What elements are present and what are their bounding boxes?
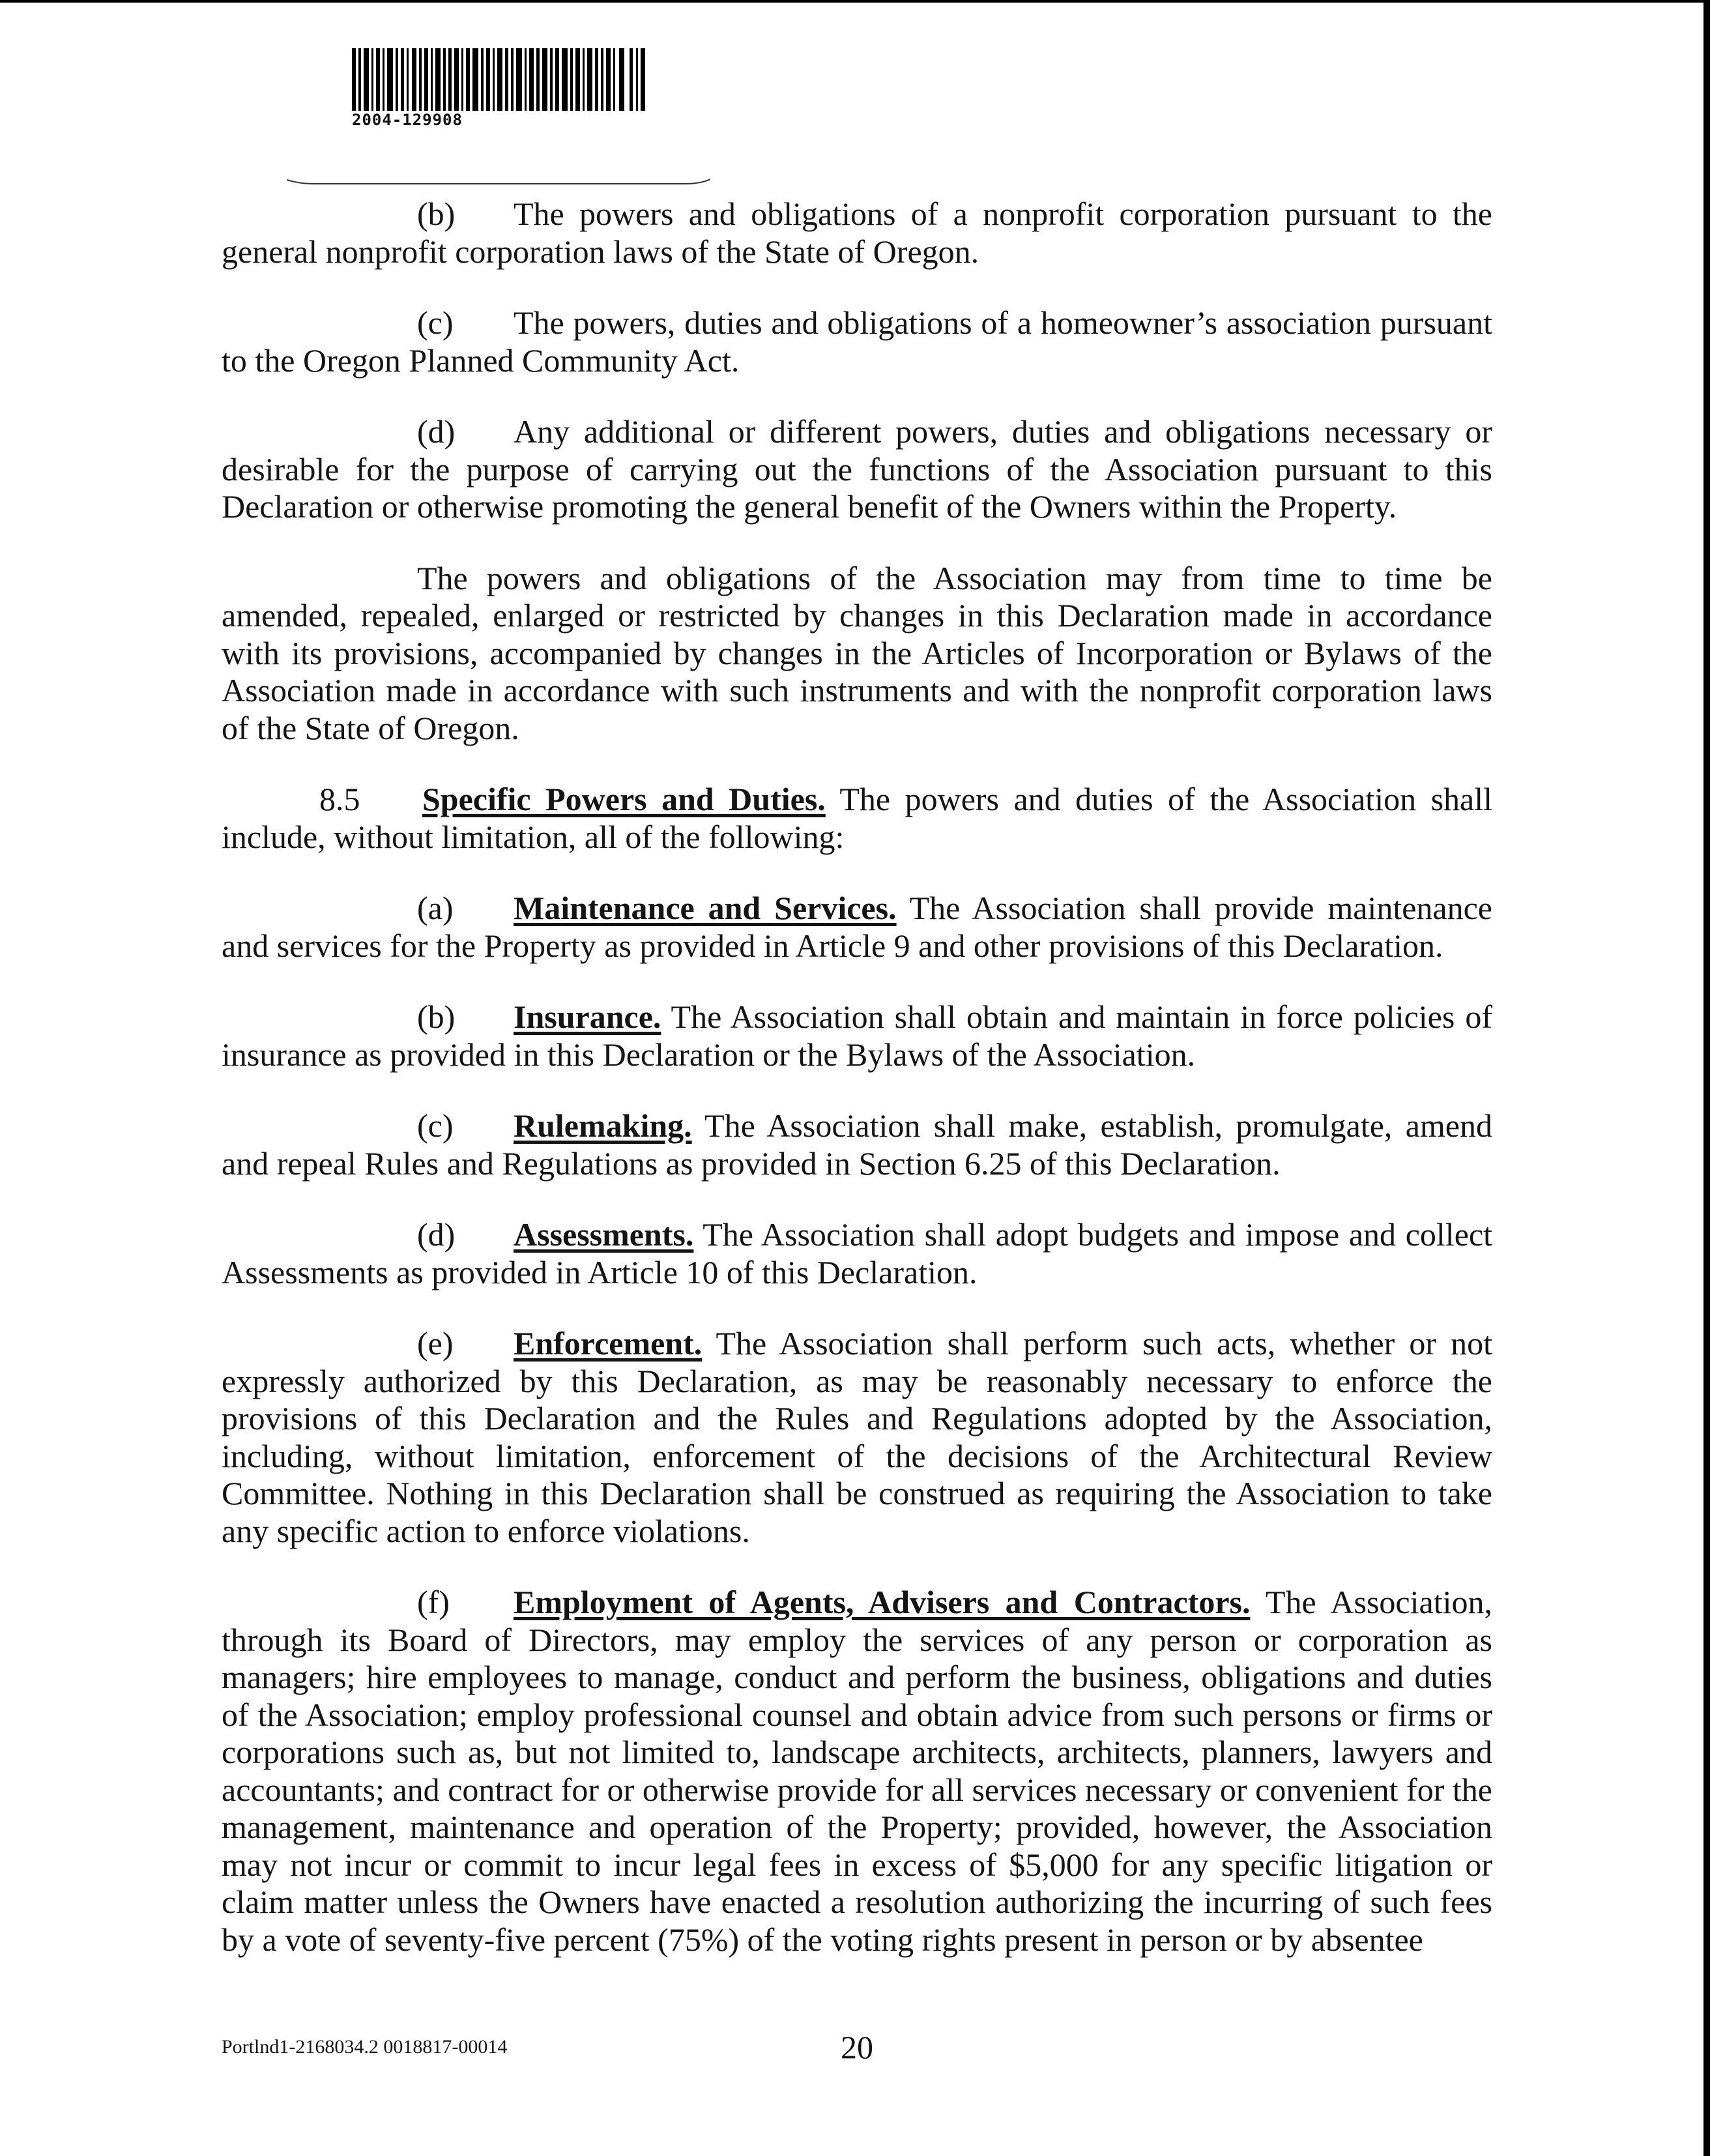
item-label: (b) [417, 998, 456, 1035]
paragraph-amendment [222, 560, 1492, 748]
paragraph-b-nonprofit [222, 196, 1492, 270]
paragraph-a-maintenance [222, 890, 1492, 965]
paragraph-d-assessments [222, 1216, 1492, 1291]
item-label: (f) [417, 1584, 450, 1620]
item-label: (d) [417, 1216, 456, 1253]
paragraph-text: The Association shall make, establish, promulgate, amend and repeal Rules and Regulations as provided in Section 6.25 of this Declaration. [222, 1107, 1492, 1182]
paragraph-text: Any additional or different powers, duties and obligations necessary or desirable for the purpose of carrying out the functions of the Association pursuant to this Declaration or otherwise promoting the general benefit of the Owners within the Property. [222, 413, 1492, 525]
paragraph-text: The powers and duties of the Association shall include, without limitation, all of the following: [222, 781, 1492, 855]
paragraph-text: The Association shall provide maintenance and services for the Property as provided in Article 9 and other provisions of this Declaration. [222, 890, 1492, 964]
paragraph-e-enforcement [222, 1325, 1492, 1550]
paragraph-c-homeowners [222, 304, 1492, 379]
item-heading: Employment of Agents, Advisers and Contractors. [514, 1584, 1251, 1620]
item-label: (a) [417, 890, 454, 926]
item-label: (c) [417, 1107, 454, 1144]
paragraph-text: The Association, through its Board of Directors, may employ the services of any person or corporation as managers; hire employees to manage, conduct and perform the business, obligations and duties of the Association; employ professional counsel and obtain advice from such persons or firms or corporations such as, but not limited to, landscape architects, architects, planners, lawyers and accountants; and contract for or otherwise provide for all services necessary or convenient for the management, maintenance and operation of the Property; provided, however, the Association may not incur or commit to incur legal fees in excess of $5,000 for any specific litigation or claim matter unless the Owners have enacted a resolution authorizing the incurring of such fees by a vote of seventy-five percent (75%) of the voting rights present in person or by absentee [222, 1584, 1492, 1958]
item-label: (b) [417, 196, 456, 232]
barcode-image [352, 48, 645, 111]
document-body [222, 196, 1492, 1992]
paragraph-text: The powers and obligations of a nonprofit corporation pursuant to the general nonprofit corporation laws of the State of Oregon. [222, 196, 1492, 270]
item-heading: Insurance. [514, 998, 661, 1035]
paragraph-c-rulemaking [222, 1107, 1492, 1182]
item-label: (d) [417, 413, 456, 450]
section-number: 8.5 [319, 781, 360, 817]
paragraph-text: The Association shall obtain and maintain in force policies of insurance as provided in this Declaration or the Bylaws of the Association. [222, 998, 1492, 1073]
header-rule [287, 179, 710, 186]
item-label: (e) [417, 1325, 454, 1362]
paragraph-text: The Association shall adopt budgets and impose and collect Assessments as provided in Article 10 of this Declaration. [222, 1216, 1492, 1290]
item-heading: Assessments. [514, 1216, 694, 1253]
section-heading: Specific Powers and Duties. [422, 781, 826, 817]
paragraph-f-employment [222, 1584, 1492, 1959]
section-8-5 [222, 781, 1492, 856]
paragraph-text: The powers and obligations of the Association may from time to time be amended, repealed, enlarged or restricted by changes in this Declaration made in accordance with its provisions, accompanied by changes in the Articles of Incorporation or Bylaws of the Association made in accordance with such instruments and with the nonprofit corporation laws of the State of Oregon. [222, 559, 1492, 746]
item-label: (c) [417, 304, 454, 341]
item-heading: Enforcement. [514, 1325, 703, 1362]
paragraph-text: The Association shall perform such acts, whether or not expressly authorized by this Declaration, as may be reasonably necessary to enforce the provisions of this Declaration and the Rules and Regulations adopted by the Association, including, without limitation, enforcement of the decisions of the Architectural Review Committee. Nothing in this Declaration shall be construed as requiring the Association to take any specific action to enforce violations. [222, 1325, 1492, 1549]
paragraph-text: The powers, duties and obligations of a homeowner’s association pursuant to the Oregon Planned Community Act. [222, 304, 1492, 379]
barcode-number: 2004-129908 [352, 111, 463, 129]
item-heading: Rulemaking. [514, 1107, 692, 1144]
document-reference: Portlnd1-2168034.2 0018817-00014 [222, 2036, 508, 2058]
item-heading: Maintenance and Services. [514, 890, 897, 926]
paragraph-b-insurance [222, 998, 1492, 1073]
page-number: 20 [841, 2029, 873, 2065]
paragraph-d-additional [222, 413, 1492, 526]
